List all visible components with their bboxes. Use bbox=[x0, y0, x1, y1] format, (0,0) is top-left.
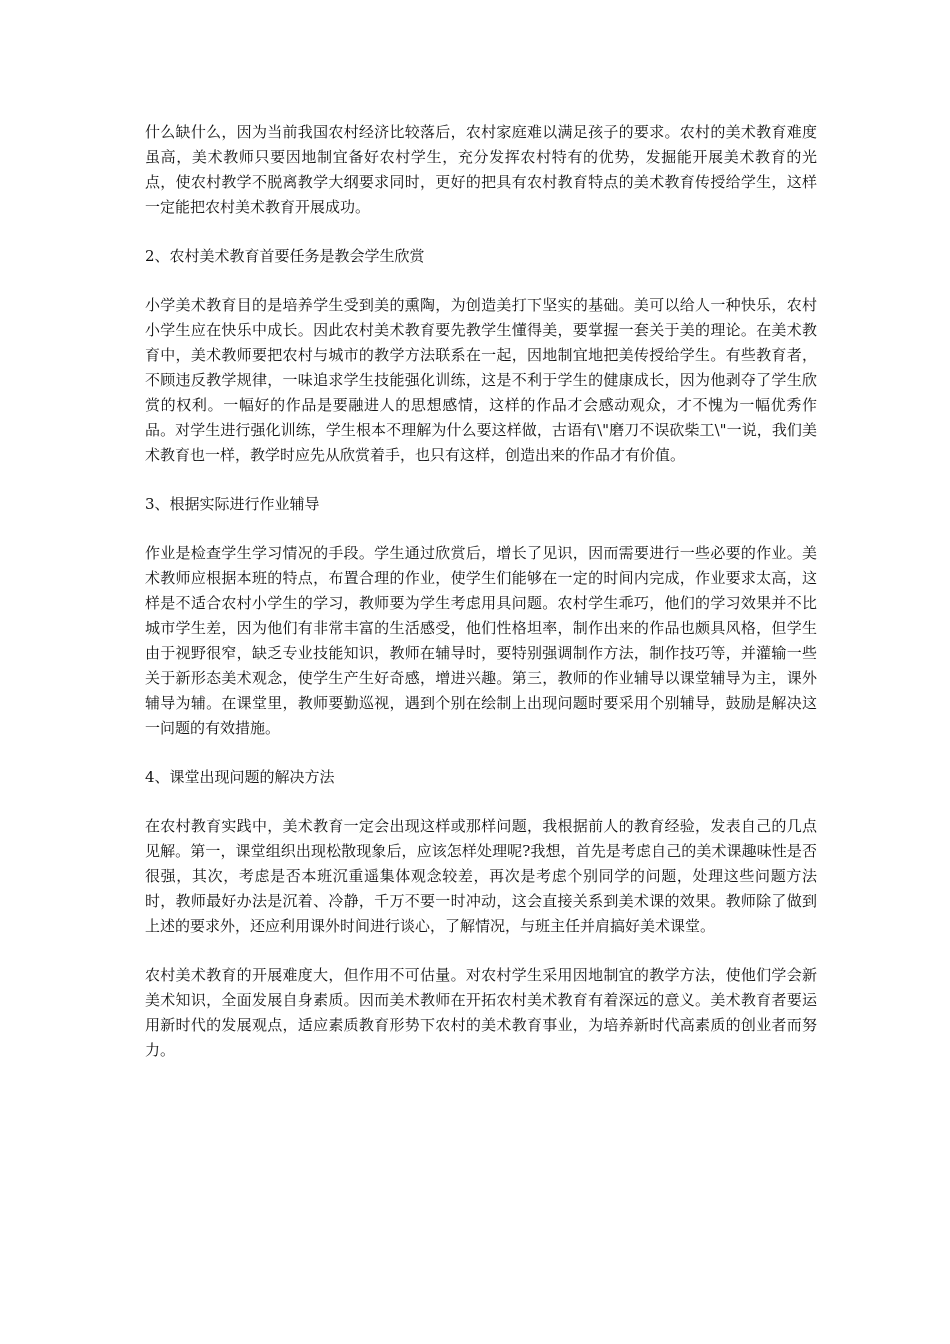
section-heading: 2、农村美术教育首要任务是教会学生欣赏 bbox=[145, 247, 425, 265]
body-paragraph: 在农村教育实践中，美术教育一定会出现这样或那样问题，我根据前人的教育经验，发表自己的几点见解。第一，课堂组织出现松散现象后，应该怎样处理呢?我想，首先是考虑自己的美术课趣味性是否很强，其次，考虑是否本班沉重遥集体观念较差，再次是考虑个别同学的问题，处理这些问题方法时，教师最好办法是沉着、冷静，千万不要一时冲动，这会直接关系到美术课的效果。教师除了做到上述的要求外，还应利用课外时间进行谈心，了解情况，与班主任并肩搞好美术课堂。 bbox=[145, 817, 817, 935]
body-paragraph: 小学美术教育目的是培养学生受到美的熏陶，为创造美打下坚实的基础。美可以给人一种快乐，农村小学生应在快乐中成长。因此农村美术教育要先教学生懂得美，要掌握一套关于美的理论。在美术教育中，美术教师要把农村与城市的教学方法联系在一起，因地制宜地把美传授给学生。有些教育者，不顾违反教学规律，一味追求学生技能强化训练，这是不利于学生的健康成长，因为他剥夺了学生欣赏的权利。一幅好的作品是要融进人的思想感情，这样的作品才会感动观众，才不愧为一幅优秀作品。对学生进行强化训练，学生根本不理解为什么要这样做，古语有\"磨刀不误砍柴工\"一说，我们美术教育也一样，教学时应先从欣赏着手，也只有这样，创造出来的作品才有价值。 bbox=[145, 296, 817, 464]
section-heading: 3、根据实际进行作业辅导 bbox=[145, 495, 320, 513]
body-paragraph: 什么缺什么，因为当前我国农村经济比较落后，农村家庭难以满足孩子的要求。农村的美术教育难度虽高，美术教师只要因地制宜备好农村学生，充分发挥农村特有的优势，发掘能开展美术教育的光点，使农村教学不脱离教学大纲要求同时，更好的把具有农村教育特点的美术教育传授给学生，这样一定能把农村美术教育开展成功。 bbox=[145, 123, 817, 216]
document-body bbox=[145, 120, 817, 1087]
section-heading: 4、课堂出现问题的解决方法 bbox=[145, 768, 335, 786]
body-paragraph: 作业是检查学生学习情况的手段。学生通过欣赏后，增长了见识，因而需要进行一些必要的作业。美术教师应根据本班的特点，布置合理的作业，使学生们能够在一定的时间内完成，作业要求太高，这样是不适合农村小学生的学习，教师要为学生考虑用具问题。农村学生乖巧，他们的学习效果并不比城市学生差，因为他们有非常丰富的生活感受，他们性格坦率，制作出来的作品也颇具风格，但学生由于视野很窄，缺乏专业技能知识，教师在辅导时，要特别强调制作方法，制作技巧等，并灌输一些关于新形态美术观念，使学生产生好奇感，增进兴趣。第三，教师的作业辅导以课堂辅导为主，课外辅导为辅。在课堂里，教师要勤巡视，遇到个别在绘制上出现问题时要采用个别辅导，鼓励是解决这一问题的有效措施。 bbox=[145, 544, 817, 737]
body-paragraph: 农村美术教育的开展难度大，但作用不可估量。对农村学生采用因地制宜的教学方法，使他们学会新美术知识，全面发展自身素质。因而美术教师在开拓农村美术教育有着深远的意义。美术教育者要运用新时代的发展观点，适应素质教育形势下农村的美术教育事业，为培养新时代高素质的创业者而努力。 bbox=[145, 966, 817, 1059]
